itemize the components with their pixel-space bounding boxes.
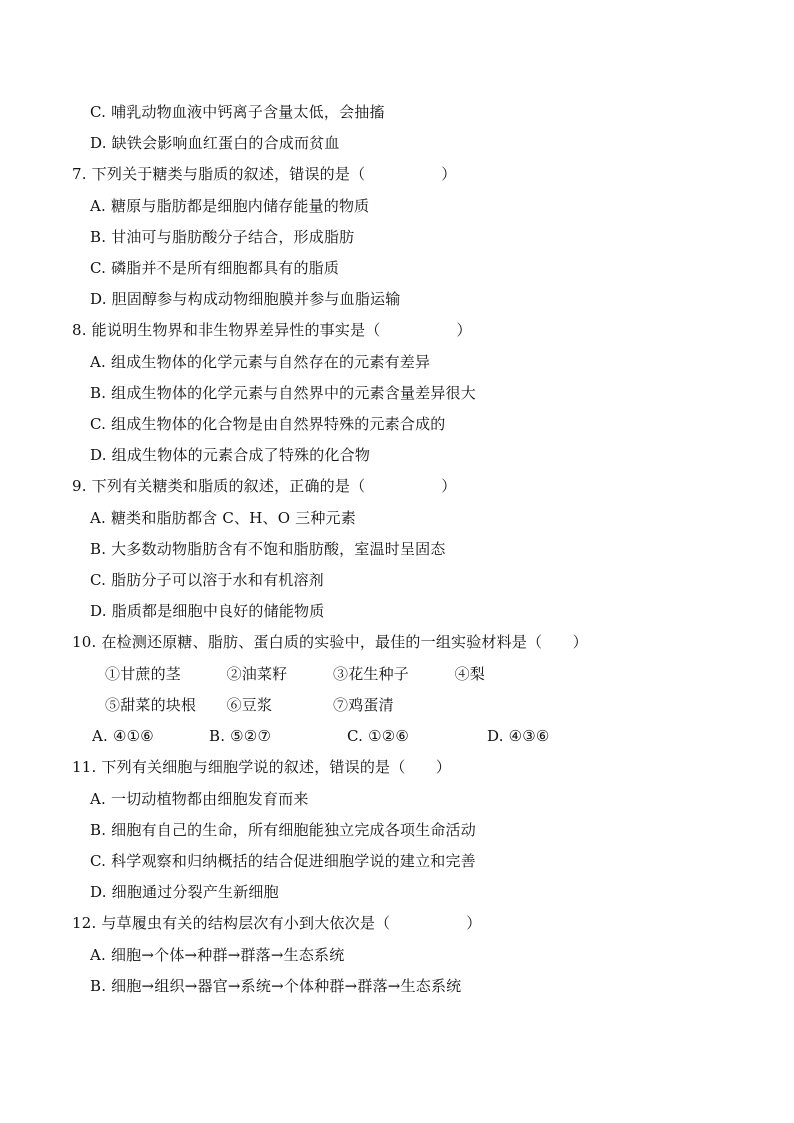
q10-materials-row-1: ①甘蔗的茎 ②油菜籽 ③花生种子 ④梨 bbox=[105, 665, 486, 683]
question-7: 7. 下列关于糖类与脂质的叙述，错误的是（ ） bbox=[72, 165, 457, 183]
q10-materials-row-2: ⑤甜菜的块根 ⑥豆浆 ⑦鸡蛋清 bbox=[105, 696, 394, 714]
option-d-iron: D. 缺铁会影响血红蛋白的合成而贫血 bbox=[90, 134, 340, 152]
question-9: 9. 下列有关糖类和脂质的叙述，正确的是（ ） bbox=[72, 477, 457, 495]
q10-option-d: D. ④③⑥ bbox=[487, 727, 550, 745]
q9-option-b: B. 大多数动物脂肪含有不饱和脂肪酸，室温时呈固态 bbox=[90, 540, 446, 558]
q7-option-a: A. 糖原与脂肪都是细胞内储存能量的物质 bbox=[90, 197, 370, 215]
question-10: 10. 在检测还原糖、脂肪、蛋白质的实验中，最佳的一组实验材料是（ ） bbox=[72, 633, 588, 651]
q11-option-b: B. 细胞有自己的生命，所有细胞能独立完成各项生命活动 bbox=[90, 821, 476, 839]
q10-option-c: C. ①②⑥ bbox=[347, 727, 410, 745]
question-11: 11. 下列有关细胞与细胞学说的叙述，错误的是（ ） bbox=[72, 758, 452, 776]
q9-option-a: A. 糖类和脂肪都含 C、H、O 三种元素 bbox=[90, 509, 356, 527]
q9-option-d: D. 脂质都是细胞中良好的储能物质 bbox=[90, 602, 325, 620]
q7-option-c: C. 磷脂并不是所有细胞都具有的脂质 bbox=[90, 259, 340, 277]
q8-option-d: D. 组成生物体的元素合成了特殊的化合物 bbox=[90, 446, 371, 464]
q10-options-row bbox=[92, 726, 772, 746]
q8-option-b: B. 组成生物体的化学元素与自然界中的元素含量差异很大 bbox=[90, 384, 476, 402]
q8-option-a: A. 组成生物体的化学元素与自然存在的元素有差异 bbox=[90, 353, 431, 371]
question-12: 12. 与草履虫有关的结构层次有小到大依次是（ ） bbox=[72, 914, 482, 932]
q7-option-d: D. 胆固醇参与构成动物细胞膜并参与血脂运输 bbox=[90, 290, 401, 308]
option-c-calcium: C. 哺乳动物血液中钙离子含量太低，会抽搐 bbox=[90, 103, 385, 121]
question-8: 8. 能说明生物界和非生物界差异性的事实是（ ） bbox=[72, 321, 472, 339]
q12-option-b: B. 细胞→组织→器官→系统→个体种群→群落→生态系统 bbox=[90, 977, 462, 995]
q10-option-a: A. ④①⑥ bbox=[92, 727, 154, 745]
q8-option-c: C. 组成生物体的化合物是由自然界特殊的元素合成的 bbox=[90, 415, 446, 433]
q10-option-b: B. ⑤②⑦ bbox=[209, 727, 272, 745]
q7-option-b: B. 甘油可与脂肪酸分子结合，形成脂肪 bbox=[90, 228, 355, 246]
q12-option-a: A. 细胞→个体→种群→群落→生态系统 bbox=[90, 946, 345, 964]
q11-option-d: D. 细胞通过分裂产生新细胞 bbox=[90, 883, 279, 901]
q9-option-c: C. 脂肪分子可以溶于水和有机溶剂 bbox=[90, 571, 324, 589]
q11-option-c: C. 科学观察和归纳概括的结合促进细胞学说的建立和完善 bbox=[90, 852, 476, 870]
q11-option-a: A. 一切动植物都由细胞发育而来 bbox=[90, 790, 309, 808]
